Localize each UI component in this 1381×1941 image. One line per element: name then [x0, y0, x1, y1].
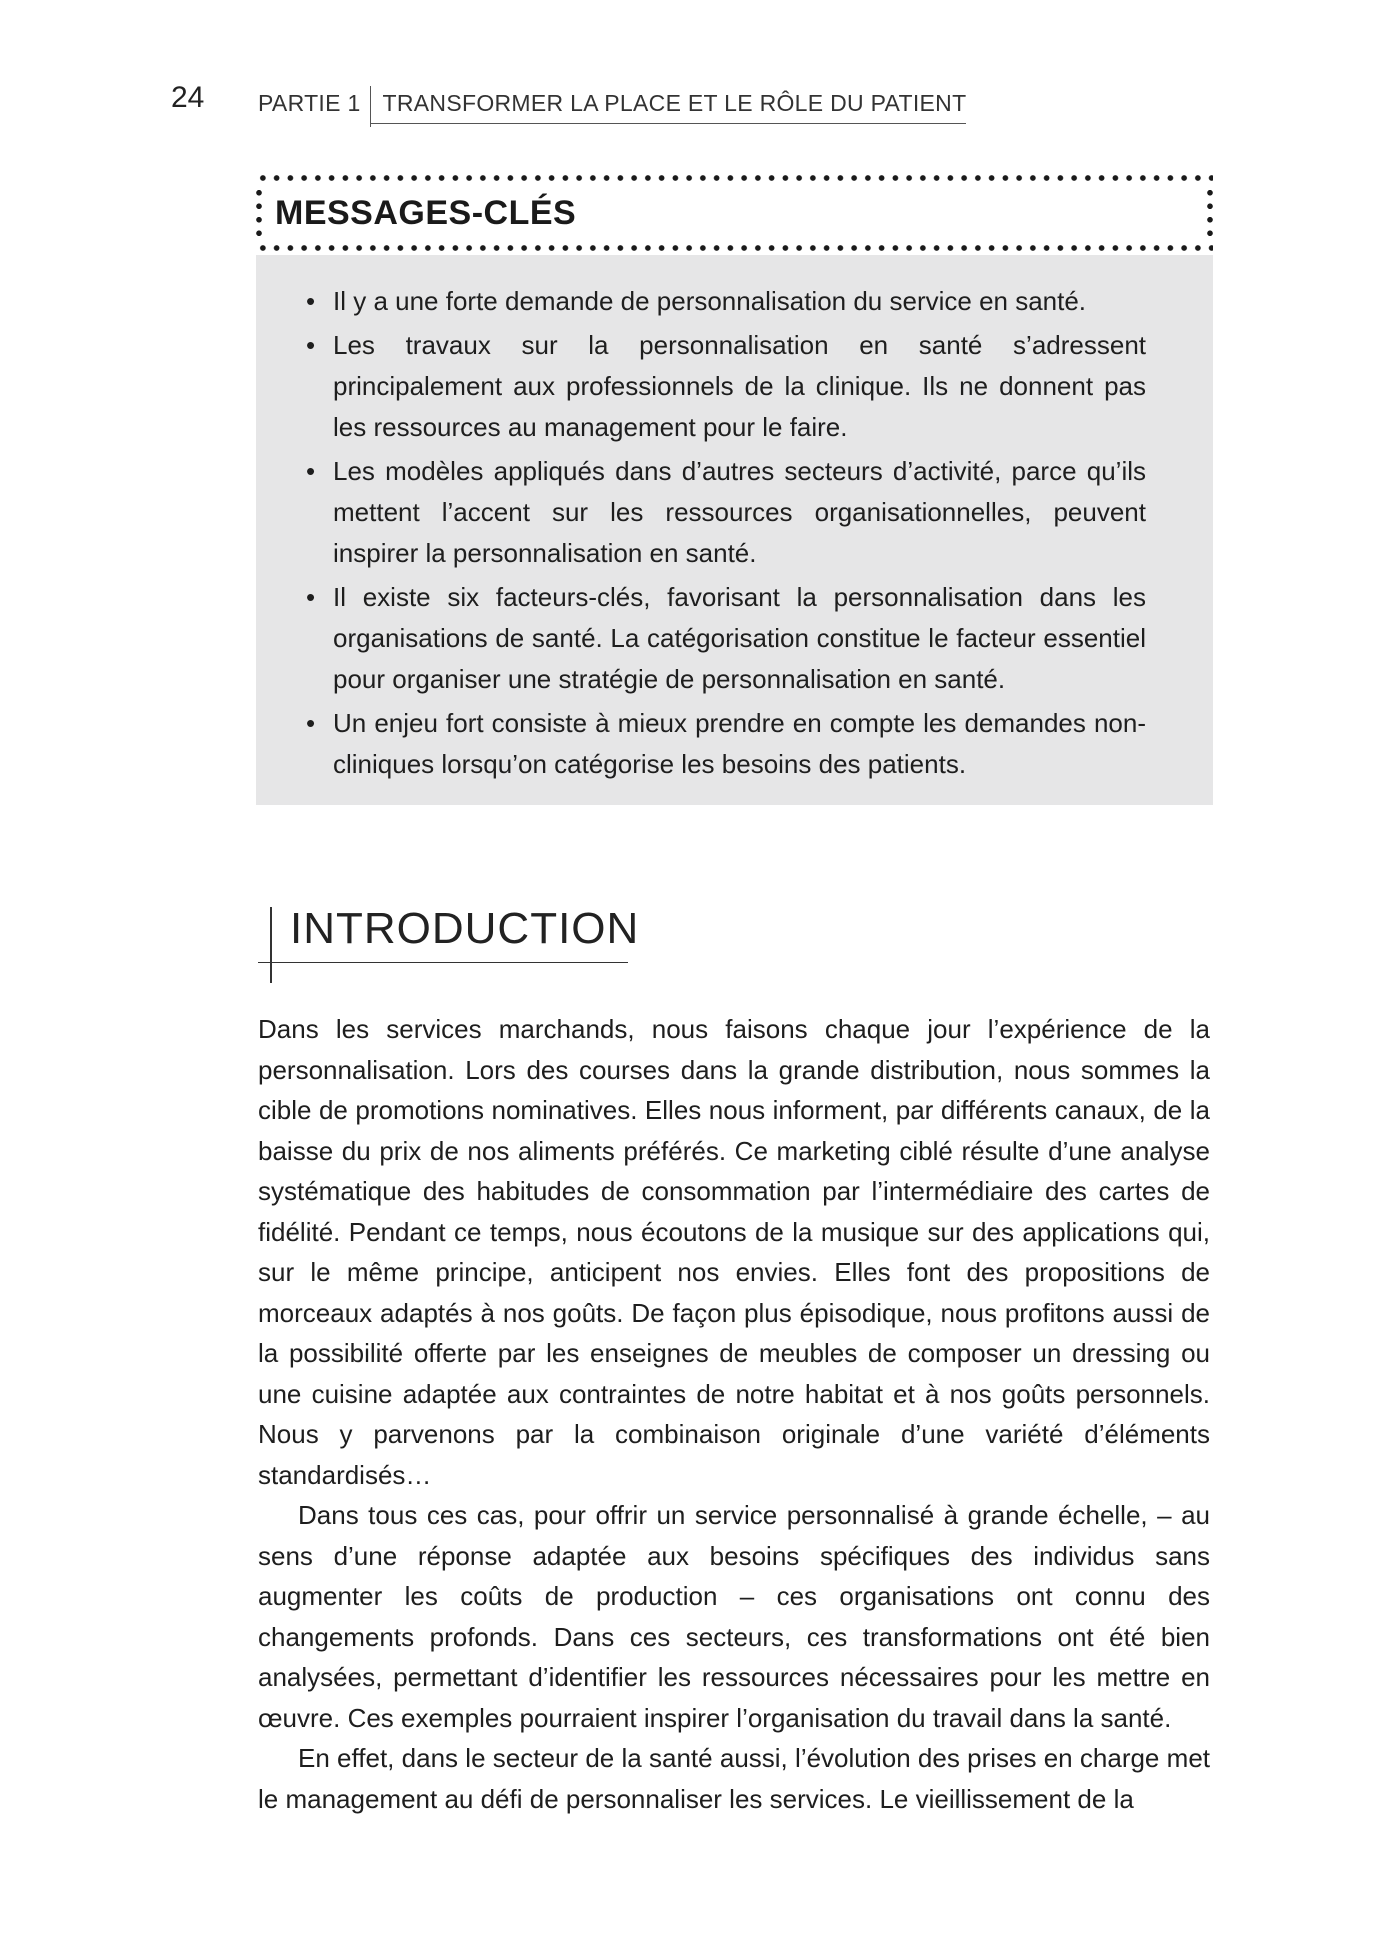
- section-heading-label: INTRODUCTION: [290, 904, 640, 953]
- key-messages-box: [256, 255, 1213, 805]
- key-messages-header: [256, 175, 1213, 251]
- dotted-border-top: [256, 175, 1213, 181]
- bullet-icon: •: [306, 708, 316, 738]
- key-message-text: Il y a une forte demande de personnalisation du service en santé.: [333, 286, 1087, 316]
- body-text: [258, 1009, 1210, 1819]
- page-number: 24: [171, 81, 205, 114]
- bullet-icon: •: [306, 286, 316, 316]
- key-message-text: Un enjeu fort consiste à mieux prendre en compte les demandes non-cliniques lorsqu’on catégorise les besoins des patients.: [333, 708, 1146, 779]
- bullet-icon: •: [306, 456, 316, 486]
- key-message-text: Les travaux sur la personnalisation en santé s’adressent principalement aux professionnels de la clinique. Ils ne donnent pas les ressources au management pour le faire.: [333, 330, 1146, 442]
- key-message-item: [306, 451, 1146, 574]
- key-message-item: [306, 325, 1146, 448]
- paragraph: Dans tous ces cas, pour offrir un service personnalisé à grande échelle, – au sens d’une réponse adaptée aux besoins spécifiques des individus sans augmenter les coûts de production – ces organisations ont connu des changements profonds. Dans ces secteurs, ces transformations ont été bien analysées, permettant d’identifier les ressources nécessaires pour les mettre en œuvre. Ces exemples pourraient inspirer l’organisation du travail dans la santé.: [258, 1500, 1210, 1733]
- paragraph: Dans les services marchands, nous faisons chaque jour l’expérience de la personnalisation. Lors des courses dans la grande distribution, nous sommes la cible de promotions nominatives. Elles nous informent, par différents canaux, de la baisse du prix de nos aliments préférés. Ce marketing ciblé résulte d’une analyse systématique des habitudes de consommation par l’intermédiaire des cartes de fidélité. Pendant ce temps, nous écoutons de la musique sur des applications qui, sur le même principe, anticipent nos envies. Elles font des propositions de morceaux adaptés à nos goûts. De façon plus épisodique, nous profitons aussi de la possibilité offerte par les enseignes de meubles de composer un dressing ou une cuisine adaptée aux contraintes de notre habitat et à nos goûts personnels. Nous y parvenons par la combinaison originale d’une variété d’éléments standardisés…: [258, 1014, 1210, 1490]
- bullet-icon: •: [306, 330, 316, 360]
- paragraph: En effet, dans le secteur de la santé aussi, l’évolution des prises en charge met le management au défi de personnaliser les services. Le vieillissement de la: [258, 1743, 1210, 1814]
- dotted-border-bottom: [256, 245, 1213, 251]
- dotted-border-right: [1207, 186, 1213, 240]
- heading-vertical-rule: [270, 907, 272, 983]
- key-messages-title: MESSAGES-CLÉS: [275, 194, 577, 232]
- section-heading: [258, 902, 640, 984]
- running-header: [258, 90, 966, 127]
- bullet-icon: •: [306, 582, 316, 612]
- key-messages-list: [306, 281, 1146, 788]
- heading-horizontal-rule: [258, 962, 628, 963]
- key-message-text: Les modèles appliqués dans d’autres secteurs d’activité, parce qu’ils mettent l’accent sur les ressources organisationnelles, peuvent inspirer la personnalisation en santé.: [333, 456, 1146, 568]
- running-header-title: TRANSFORMER LA PLACE ET LE RÔLE DU PATIENT: [371, 90, 967, 124]
- key-message-item: [306, 577, 1146, 700]
- running-header-part: PARTIE 1: [258, 90, 361, 116]
- key-message-item: [306, 281, 1146, 322]
- key-message-item: [306, 703, 1146, 785]
- key-message-text: Il existe six facteurs-clés, favorisant la personnalisation dans les organisations de santé. La catégorisation constitue le facteur essentiel pour organiser une stratégie de personnalisation en santé.: [333, 582, 1146, 694]
- dotted-border-left: [256, 186, 262, 240]
